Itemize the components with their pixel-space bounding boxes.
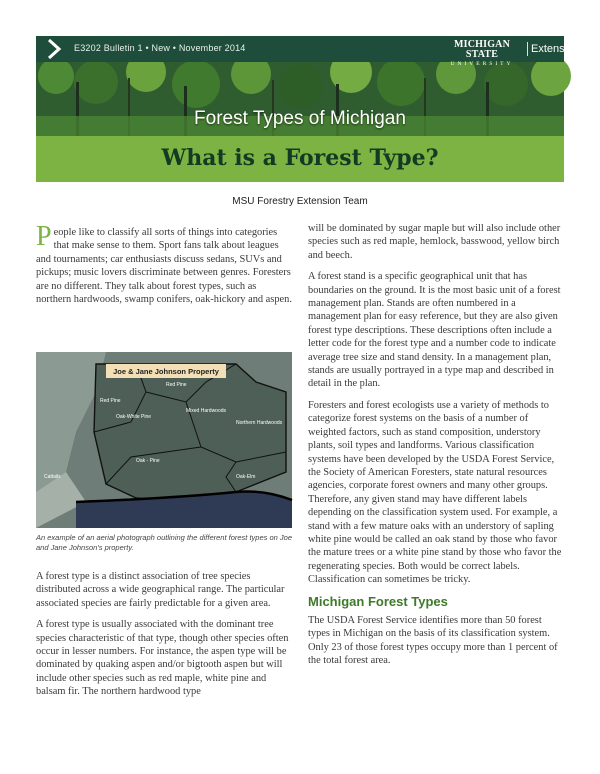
header-banner	[36, 36, 580, 136]
map-label-northern-hardwoods: Northern Hardwoods	[236, 420, 283, 426]
right-column	[308, 222, 564, 676]
title-bar	[36, 136, 564, 182]
extension-label: Extension	[531, 43, 580, 55]
section-heading: Michigan Forest Types	[308, 593, 448, 609]
map-label-oak-elm: Oak-Elm	[236, 474, 256, 480]
map-label-oak-pine: Oak - Pine	[136, 458, 160, 464]
map-caption: An example of an aerial photograph outlining the different forest types on Joe and Jane Johnson's property.	[36, 533, 292, 552]
bulletin-info: E3202 Bulletin 1 • New • November 2014	[74, 43, 246, 53]
drop-cap: P	[36, 221, 52, 252]
paragraph: A forest type is usually associated with the dominant tree species characteristic of that type, though other species often occur in lesser numbers. For instance, the aspen type will be dominated by quaking aspen and/or bigtooth aspen but will include other species such as red maple, white pine and balsam fir. The northern hardwood type	[36, 619, 289, 698]
map-title: Joe & Jane Johnson Property	[113, 367, 219, 376]
map-label-mixed-hardwoods: Mixed Hardwoods	[186, 408, 227, 414]
intro-paragraph: People like to classify all sorts of things into categories that make sense to them. Sport fans talk about leagues and tournaments; car enthusiasts discuss sedans, SUVs and pickups; music lovers discriminate between genres. Foresters are no different. They talk about forest types, such as northern hardwoods, swamp conifers, oak-hickory and aspen.	[36, 221, 292, 306]
map-label-red-pine-left: Red Pine	[100, 398, 121, 404]
logo-divider	[527, 42, 528, 56]
paragraph: A forest type is a distinct association of tree species distributed across a wide geographical range. The particular associated species are fairly predictable for a given area.	[36, 571, 285, 609]
map-label-oak-white-pine: Oak-White Pine	[116, 414, 152, 420]
paragraph: Foresters and forest ecologists use a variety of methods to categorize forest systems on the basis of a number of weighted factors, such as stand composition, understory plants, soil types and landforms. Various classification systems have been developed by the USDA Forest Service, the Society of American Foresters, state natural resources agencies, corporate forest owners and many other groups. Therefore, any given stand may have different labels depending on the classification system used. For example, a stand with a few mature oaks with an understory of sapling white pine would be called an oak stand by those who favor the mature trees or a white pine stand by those who favor the regenerating species. Both would be correct labels. Classification can sometimes be tricky.	[308, 399, 562, 586]
series-title: Forest Types of Michigan	[194, 108, 406, 129]
map-label-red-pine: Red Pine	[166, 382, 187, 388]
map-label-cattails: Cattails	[44, 474, 61, 480]
chevron-right-icon	[44, 39, 64, 59]
paragraph: The USDA Forest Service identifies more than 50 forest types in Michigan on the basis of its classification system. Only 23 of those forest types occupy more than 1 percent of the total forest area.	[308, 614, 558, 667]
aerial-map	[36, 352, 292, 528]
msu-logo: MICHIGAN STATE UNIVERSITY	[450, 39, 514, 67]
byline: MSU Forestry Extension Team	[232, 196, 368, 207]
paragraph: will be dominated by sugar maple but will also include other species such as red maple, hemlock, basswood, yellow birch and beech.	[308, 223, 561, 261]
paragraph: A forest stand is a specific geographical unit that has boundaries on the ground. It is the most basic unit of a forest management plan. Stands are often numbered in a management plan for easy reference, but they are also given forest type descriptions. These descriptions often include a letter code for the forest type and a number code to indicate average tree size and stand density. In a management plan, stands are usually portrayed in a type map and described in detail in the plan.	[308, 271, 561, 390]
page-title: What is a Forest Type?	[161, 145, 439, 171]
left-column	[36, 570, 292, 707]
